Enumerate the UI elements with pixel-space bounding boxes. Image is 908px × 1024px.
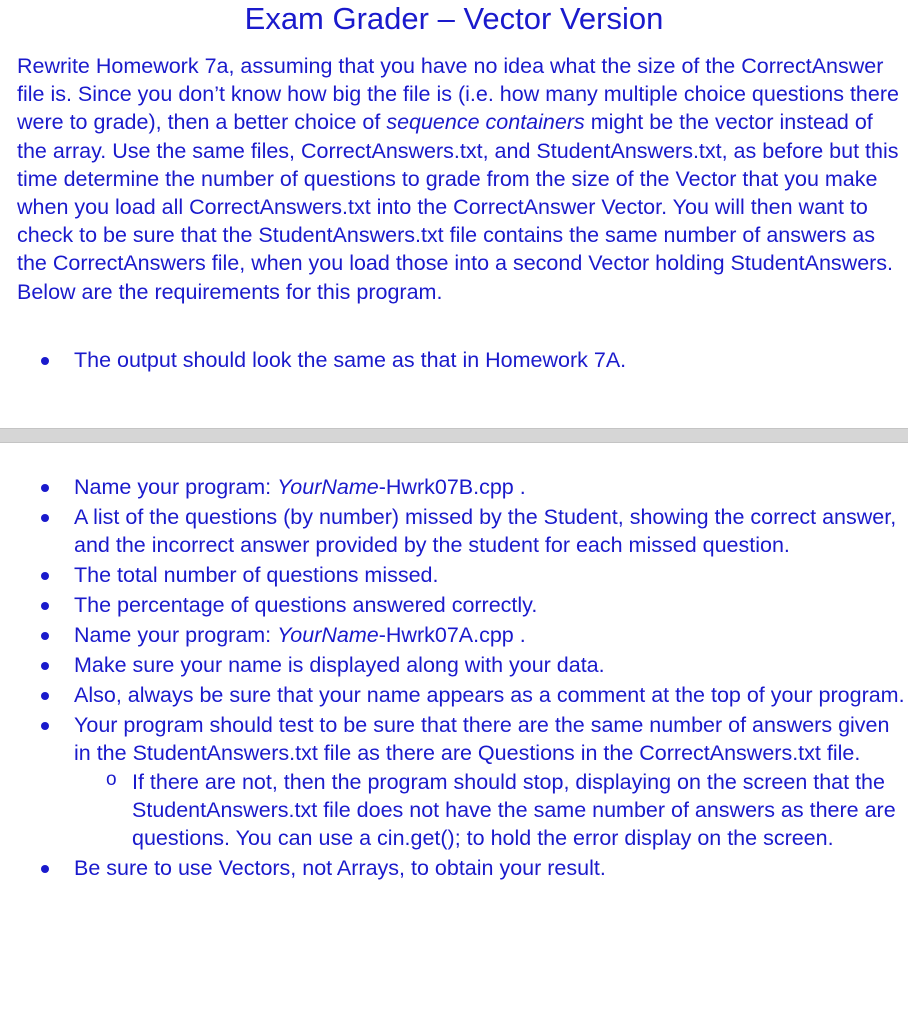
list-item-text: -Hwrk07B.cpp . <box>378 475 526 499</box>
list-item <box>0 621 908 649</box>
list-item <box>0 473 908 501</box>
list-item-text: Name your program: <box>74 475 278 499</box>
top-bullet-list <box>0 346 908 375</box>
list-item-italic: YourName <box>277 623 379 648</box>
intro-text-part1: Rewrite Homework 7a, assuming that you have no idea what the size of the CorrectAnswer file is. Since you don’t know how big the file is (i.e. how many multiple choice questions there were to grade), then a better choice of <box>17 54 899 135</box>
intro-italic-term: sequence containers <box>386 110 585 135</box>
list-item-text: Name your program: <box>74 623 278 648</box>
list-item: Make sure your name is displayed along with your data. <box>0 651 908 679</box>
page-title: Exam Grader – Vector Version <box>244 1 664 36</box>
intro-paragraph <box>17 52 902 306</box>
list-item-italic: YourName <box>277 475 379 499</box>
list-item <box>0 711 908 853</box>
list-item: Be sure to use Vectors, not Arrays, to obtain your result. <box>0 854 908 882</box>
sub-list <box>74 768 908 853</box>
page-divider <box>0 428 908 443</box>
intro-text-part2: might be the vector instead of the array. Use the same files, CorrectAnswers.txt, and StudentAnswers.txt, as before but this time determine the number of questions to grade from the size of the Vector that you make when you load all CorrectAnswers.txt into the CorrectAnswer Vector. You will then want to check to be sure that the StudentAnswers.txt file contains the same number of answers as the CorrectAnswers file, when you load those into a second Vector holding StudentAnswers. Below are the requirements for this program. <box>17 110 899 304</box>
list-item: The output should look the same as that in Homework 7A. <box>0 346 908 375</box>
list-item-text: -Hwrk07A.cpp . <box>378 623 526 648</box>
sub-list-item-line: StudentAnswers.txt file does not have the same number of answers as there are questions. You can use a cin.get(); to hold the error display on the screen. <box>132 797 896 851</box>
sub-list-item-line: o If there are not, then the program should stop, displaying on the screen that the <box>132 769 885 794</box>
list-item: Also, always be sure that your name appears as a comment at the top of your program. <box>0 681 908 709</box>
sub-list-item <box>74 768 908 853</box>
list-item: The total number of questions missed. <box>0 561 908 589</box>
list-item: The percentage of questions answered correctly. <box>0 591 908 619</box>
list-item: A list of the questions (by number) missed by the Student, showing the correct answer, and the incorrect answer provided by the student for each missed question. <box>0 503 908 560</box>
list-item-text: Your program should test to be sure that there are the same number of answers given in the StudentAnswers.txt file as there are Questions in the CorrectAnswers.txt file. <box>74 712 890 766</box>
requirements-list <box>0 473 908 884</box>
